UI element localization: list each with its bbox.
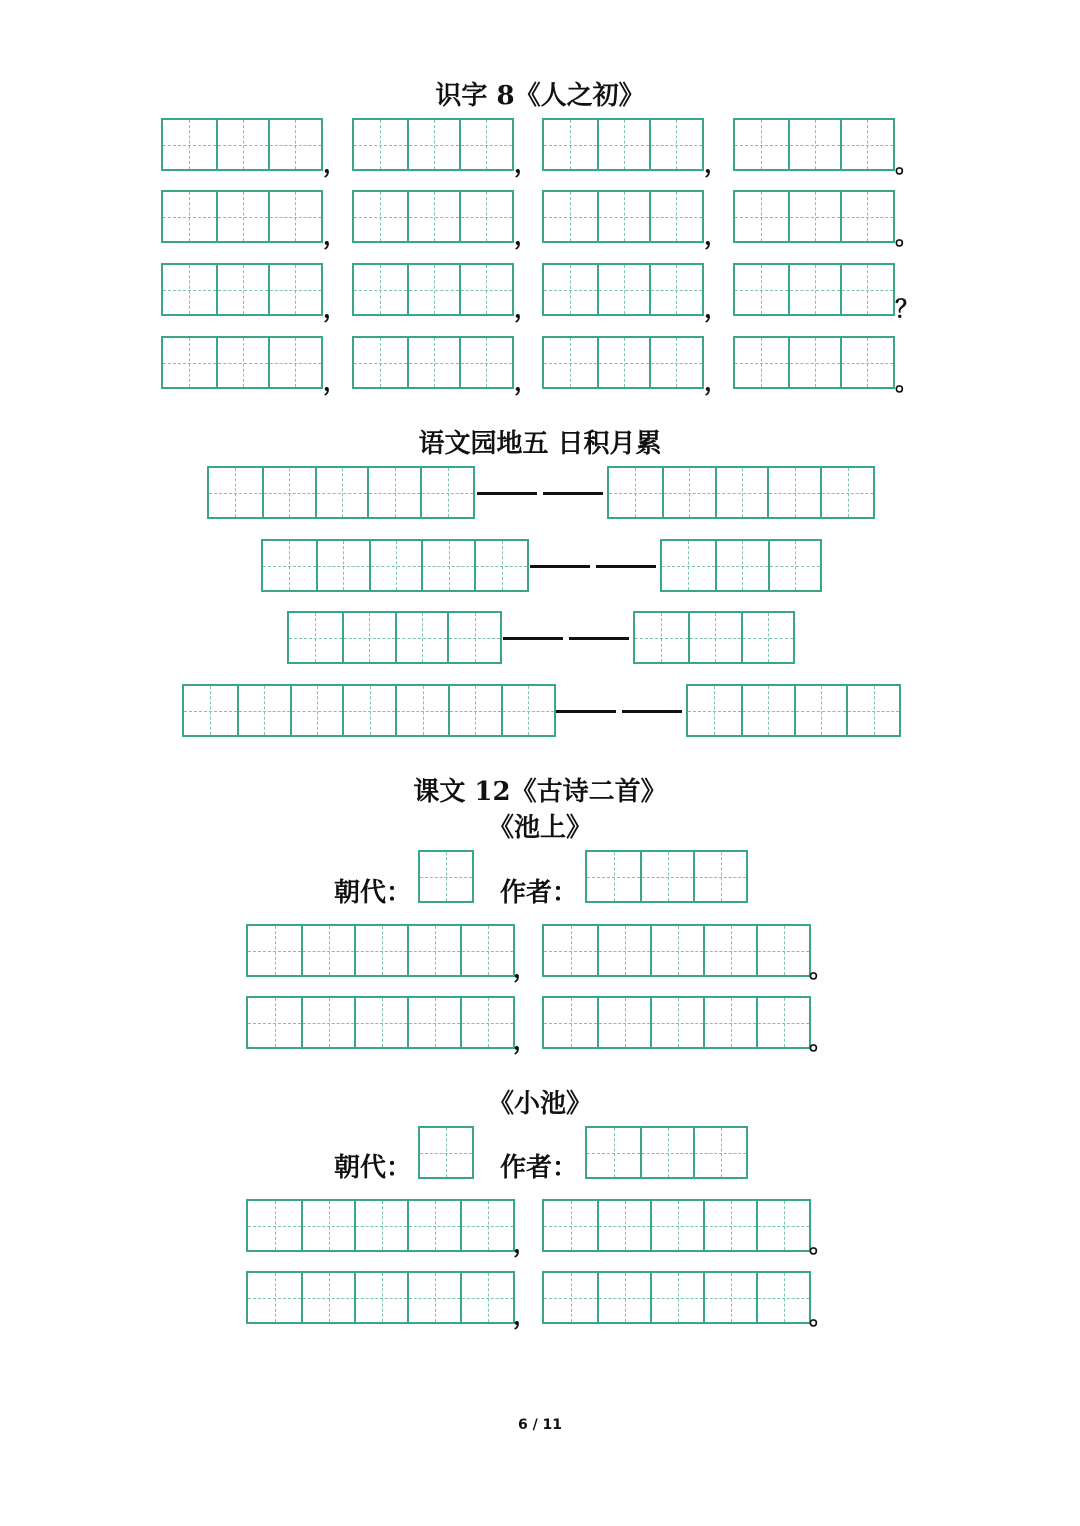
character-cell <box>597 1273 650 1322</box>
character-cell <box>301 1273 354 1322</box>
character-cell <box>459 338 512 387</box>
character-cell <box>420 1128 472 1177</box>
character-box <box>733 190 895 243</box>
character-cell <box>460 1201 513 1250</box>
character-cell <box>421 541 474 590</box>
character-cell <box>597 120 650 169</box>
character-box <box>352 263 514 316</box>
character-cell <box>268 338 321 387</box>
character-box <box>733 336 895 389</box>
character-cell <box>544 926 597 975</box>
character-cell <box>756 926 809 975</box>
character-cell <box>354 1201 407 1250</box>
punctuation-mark: ， <box>513 1027 537 1055</box>
punctuation-mark: ， <box>323 295 347 323</box>
character-cell <box>448 686 501 735</box>
character-cell <box>354 338 407 387</box>
section-title-gushi: 课文 12《古诗二首》 <box>413 777 667 807</box>
dash-line <box>543 492 603 495</box>
character-cell <box>649 338 702 387</box>
punctuation-mark: ， <box>323 150 347 178</box>
punctuation-mark: 。 <box>895 222 919 250</box>
punctuation-mark: 。 <box>895 150 919 178</box>
character-cell <box>640 852 693 901</box>
character-cell <box>735 192 788 241</box>
section-title-rijiyuelei: 语文园地五 日积月累 <box>418 429 662 459</box>
character-cell <box>268 120 321 169</box>
character-box <box>352 190 514 243</box>
character-box <box>542 1199 811 1252</box>
character-cell <box>354 998 407 1047</box>
author-label: 作者： <box>500 878 579 908</box>
punctuation-mark: ， <box>513 955 537 983</box>
character-cell <box>756 1273 809 1322</box>
character-cell <box>216 192 269 241</box>
character-box <box>161 190 323 243</box>
character-cell <box>703 998 756 1047</box>
character-cell <box>459 265 512 314</box>
character-box <box>607 466 875 519</box>
dash-line <box>556 710 616 713</box>
character-cell <box>662 541 715 590</box>
character-box <box>686 684 901 737</box>
character-cell <box>693 852 746 901</box>
character-cell <box>768 541 821 590</box>
character-box <box>542 190 704 243</box>
character-cell <box>342 686 395 735</box>
character-cell <box>597 265 650 314</box>
character-box <box>287 611 502 664</box>
character-box <box>182 684 556 737</box>
character-cell <box>662 468 715 517</box>
dynasty-label: 朝代： <box>334 878 413 908</box>
character-cell <box>460 1273 513 1322</box>
character-cell <box>216 338 269 387</box>
character-cell <box>715 541 768 590</box>
character-cell <box>315 468 368 517</box>
character-cell <box>544 998 597 1047</box>
character-cell <box>407 1201 460 1250</box>
character-cell <box>420 468 473 517</box>
character-box <box>418 850 474 903</box>
character-box <box>261 539 529 592</box>
punctuation-mark: ， <box>514 150 538 178</box>
character-cell <box>268 192 321 241</box>
character-cell <box>216 120 269 169</box>
character-cell <box>640 1128 693 1177</box>
character-cell <box>597 1201 650 1250</box>
character-cell <box>354 265 407 314</box>
character-cell <box>248 1201 301 1250</box>
poem-title-xiaochi: 《小池》 <box>487 1089 592 1119</box>
character-cell <box>474 541 527 590</box>
punctuation-mark: ？ <box>895 295 919 323</box>
character-cell <box>407 265 460 314</box>
author-label: 作者： <box>500 1153 579 1183</box>
character-cell <box>301 1201 354 1250</box>
character-cell <box>840 192 893 241</box>
punctuation-mark: 。 <box>809 1230 833 1258</box>
character-cell <box>649 192 702 241</box>
dynasty-label: 朝代： <box>334 1153 413 1183</box>
character-cell <box>460 926 513 975</box>
character-cell <box>846 686 899 735</box>
character-cell <box>447 613 500 662</box>
dash-line <box>569 637 629 640</box>
character-cell <box>237 686 290 735</box>
character-cell <box>741 686 794 735</box>
character-box <box>733 263 895 316</box>
character-cell <box>820 468 873 517</box>
character-cell <box>216 265 269 314</box>
character-cell <box>163 192 216 241</box>
character-cell <box>735 338 788 387</box>
character-box <box>352 336 514 389</box>
character-cell <box>459 192 512 241</box>
dash-line <box>503 637 563 640</box>
character-cell <box>735 120 788 169</box>
punctuation-mark: ， <box>323 368 347 396</box>
dash-line <box>530 565 590 568</box>
character-cell <box>650 1273 703 1322</box>
character-cell <box>650 926 703 975</box>
dash-line <box>622 710 682 713</box>
character-cell <box>544 192 597 241</box>
character-cell <box>407 338 460 387</box>
poem-title-chishang: 《池上》 <box>487 813 592 843</box>
character-cell <box>354 926 407 975</box>
character-cell <box>395 613 448 662</box>
character-cell <box>459 120 512 169</box>
character-cell <box>788 338 841 387</box>
dash-line <box>596 565 656 568</box>
character-cell <box>301 926 354 975</box>
character-cell <box>163 338 216 387</box>
character-cell <box>248 1273 301 1322</box>
character-cell <box>741 613 794 662</box>
character-cell <box>354 1273 407 1322</box>
character-cell <box>407 998 460 1047</box>
character-cell <box>703 1273 756 1322</box>
punctuation-mark: ， <box>514 222 538 250</box>
character-cell <box>693 1128 746 1177</box>
punctuation-mark: ， <box>704 295 728 323</box>
character-cell <box>597 192 650 241</box>
character-cell <box>354 192 407 241</box>
character-cell <box>756 998 809 1047</box>
character-cell <box>262 468 315 517</box>
punctuation-mark: ， <box>323 222 347 250</box>
character-cell <box>688 613 741 662</box>
punctuation-mark: ， <box>514 295 538 323</box>
character-box <box>418 1126 474 1179</box>
character-cell <box>407 192 460 241</box>
punctuation-mark: ， <box>513 1230 537 1258</box>
character-cell <box>407 1273 460 1322</box>
punctuation-mark: ， <box>704 368 728 396</box>
character-cell <box>544 1201 597 1250</box>
character-cell <box>354 120 407 169</box>
character-cell <box>767 468 820 517</box>
character-cell <box>289 613 342 662</box>
punctuation-mark: 。 <box>809 1027 833 1055</box>
character-cell <box>597 926 650 975</box>
character-cell <box>460 998 513 1047</box>
character-cell <box>184 686 237 735</box>
dash-line <box>477 492 537 495</box>
character-cell <box>544 338 597 387</box>
punctuation-mark: 。 <box>809 1302 833 1330</box>
character-box <box>585 850 748 903</box>
character-cell <box>163 265 216 314</box>
character-cell <box>544 120 597 169</box>
character-cell <box>794 686 847 735</box>
section-title-renzhichu: 识字 8《人之初》 <box>435 81 645 111</box>
character-cell <box>367 468 420 517</box>
character-cell <box>587 1128 640 1177</box>
character-box <box>733 118 895 171</box>
character-box <box>633 611 795 664</box>
character-cell <box>407 120 460 169</box>
character-cell <box>316 541 369 590</box>
character-cell <box>342 613 395 662</box>
character-cell <box>420 852 472 901</box>
character-cell <box>209 468 262 517</box>
punctuation-mark: ， <box>704 222 728 250</box>
character-box <box>161 118 323 171</box>
punctuation-mark: ， <box>704 150 728 178</box>
character-cell <box>163 120 216 169</box>
character-box <box>660 539 822 592</box>
character-box <box>542 996 811 1049</box>
character-cell <box>544 265 597 314</box>
character-box <box>352 118 514 171</box>
character-box <box>542 336 704 389</box>
character-box <box>246 924 515 977</box>
character-cell <box>248 926 301 975</box>
punctuation-mark: ， <box>513 1302 537 1330</box>
character-cell <box>650 1201 703 1250</box>
character-cell <box>649 120 702 169</box>
character-cell <box>688 686 741 735</box>
character-cell <box>703 1201 756 1250</box>
character-box <box>542 924 811 977</box>
character-box <box>246 1199 515 1252</box>
character-box <box>542 118 704 171</box>
character-cell <box>635 613 688 662</box>
character-box <box>246 1271 515 1324</box>
character-cell <box>597 338 650 387</box>
character-cell <box>840 265 893 314</box>
character-cell <box>649 265 702 314</box>
character-box <box>207 466 475 519</box>
character-cell <box>840 338 893 387</box>
character-cell <box>788 192 841 241</box>
character-box <box>161 336 323 389</box>
character-cell <box>248 998 301 1047</box>
character-cell <box>597 998 650 1047</box>
character-cell <box>407 926 460 975</box>
character-cell <box>735 265 788 314</box>
character-cell <box>587 852 640 901</box>
character-cell <box>788 265 841 314</box>
character-cell <box>301 998 354 1047</box>
character-box <box>161 263 323 316</box>
character-cell <box>715 468 768 517</box>
character-box <box>246 996 515 1049</box>
character-box <box>542 263 704 316</box>
character-cell <box>756 1201 809 1250</box>
character-cell <box>544 1273 597 1322</box>
punctuation-mark: ， <box>514 368 538 396</box>
character-cell <box>501 686 554 735</box>
punctuation-mark: 。 <box>895 368 919 396</box>
punctuation-mark: 。 <box>809 955 833 983</box>
character-box <box>585 1126 748 1179</box>
character-cell <box>263 541 316 590</box>
character-cell <box>703 926 756 975</box>
character-cell <box>290 686 343 735</box>
character-cell <box>840 120 893 169</box>
character-cell <box>395 686 448 735</box>
character-box <box>542 1271 811 1324</box>
character-cell <box>268 265 321 314</box>
character-cell <box>369 541 422 590</box>
character-cell <box>788 120 841 169</box>
page-number: 6 / 11 <box>517 1417 563 1433</box>
character-cell <box>650 998 703 1047</box>
character-cell <box>609 468 662 517</box>
